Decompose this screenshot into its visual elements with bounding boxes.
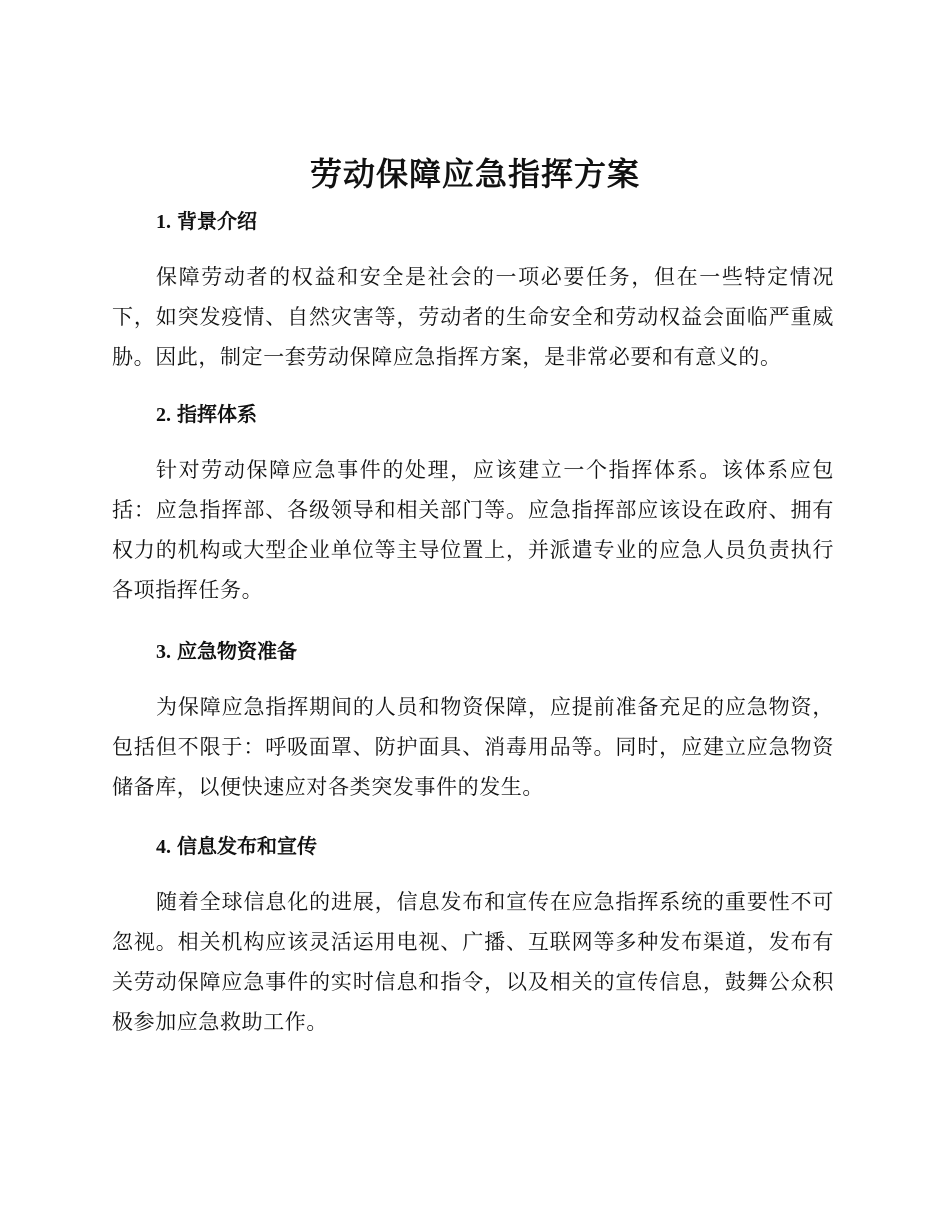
section-emergency-supplies [112,634,834,807]
section-heading-text: 背景介绍 [177,209,257,233]
section-information-release [112,829,834,1042]
section-heading-text: 信息发布和宣传 [177,834,317,858]
section-paragraph: 随着全球信息化的进展，信息发布和宣传在应急指挥系统的重要性不可忽视。相关机构应该灵活运用电视、广播、互联网等多种发布渠道，发布有关劳动保障应急事件的实时信息和指令，以及相关的宣传信息，鼓舞公众积极参加应急救助工作。 [112,890,834,1034]
document-title: 劳动保障应急指挥方案 [309,155,640,193]
section-heading [156,397,834,431]
section-number: 3. [156,641,171,663]
section-paragraph: 针对劳动保障应急事件的处理，应该建立一个指挥体系。该体系应包括：应急指挥部、各级领导和相关部门等。应急指挥部应该设在政府、拥有权力的机构或大型企业单位等主导位置上，并派遣专业的应急人员负责执行各项指挥任务。 [112,458,834,602]
section-heading-text: 指挥体系 [177,402,257,426]
section-heading [156,204,834,238]
section-paragraph: 为保障应急指挥期间的人员和物资保障，应提前准备充足的应急物资，包括但不限于：呼吸面罩、防护面具、消毒用品等。同时，应建立应急物资储备库，以便快速应对各类突发事件的发生。 [112,695,834,799]
section-heading [156,829,834,863]
section-heading-text: 应急物资准备 [177,639,297,663]
section-command-system [112,397,834,610]
section-number: 1. [156,211,171,233]
section-number: 2. [156,404,171,426]
section-heading [156,634,834,668]
section-number: 4. [156,836,171,858]
section-background [112,204,834,377]
section-paragraph: 保障劳动者的权益和安全是社会的一项必要任务，但在一些特定情况下，如突发疫情、自然灾害等，劳动者的生命安全和劳动权益会面临严重威胁。因此，制定一套劳动保障应急指挥方案，是非常必要和有意义的。 [112,265,834,369]
